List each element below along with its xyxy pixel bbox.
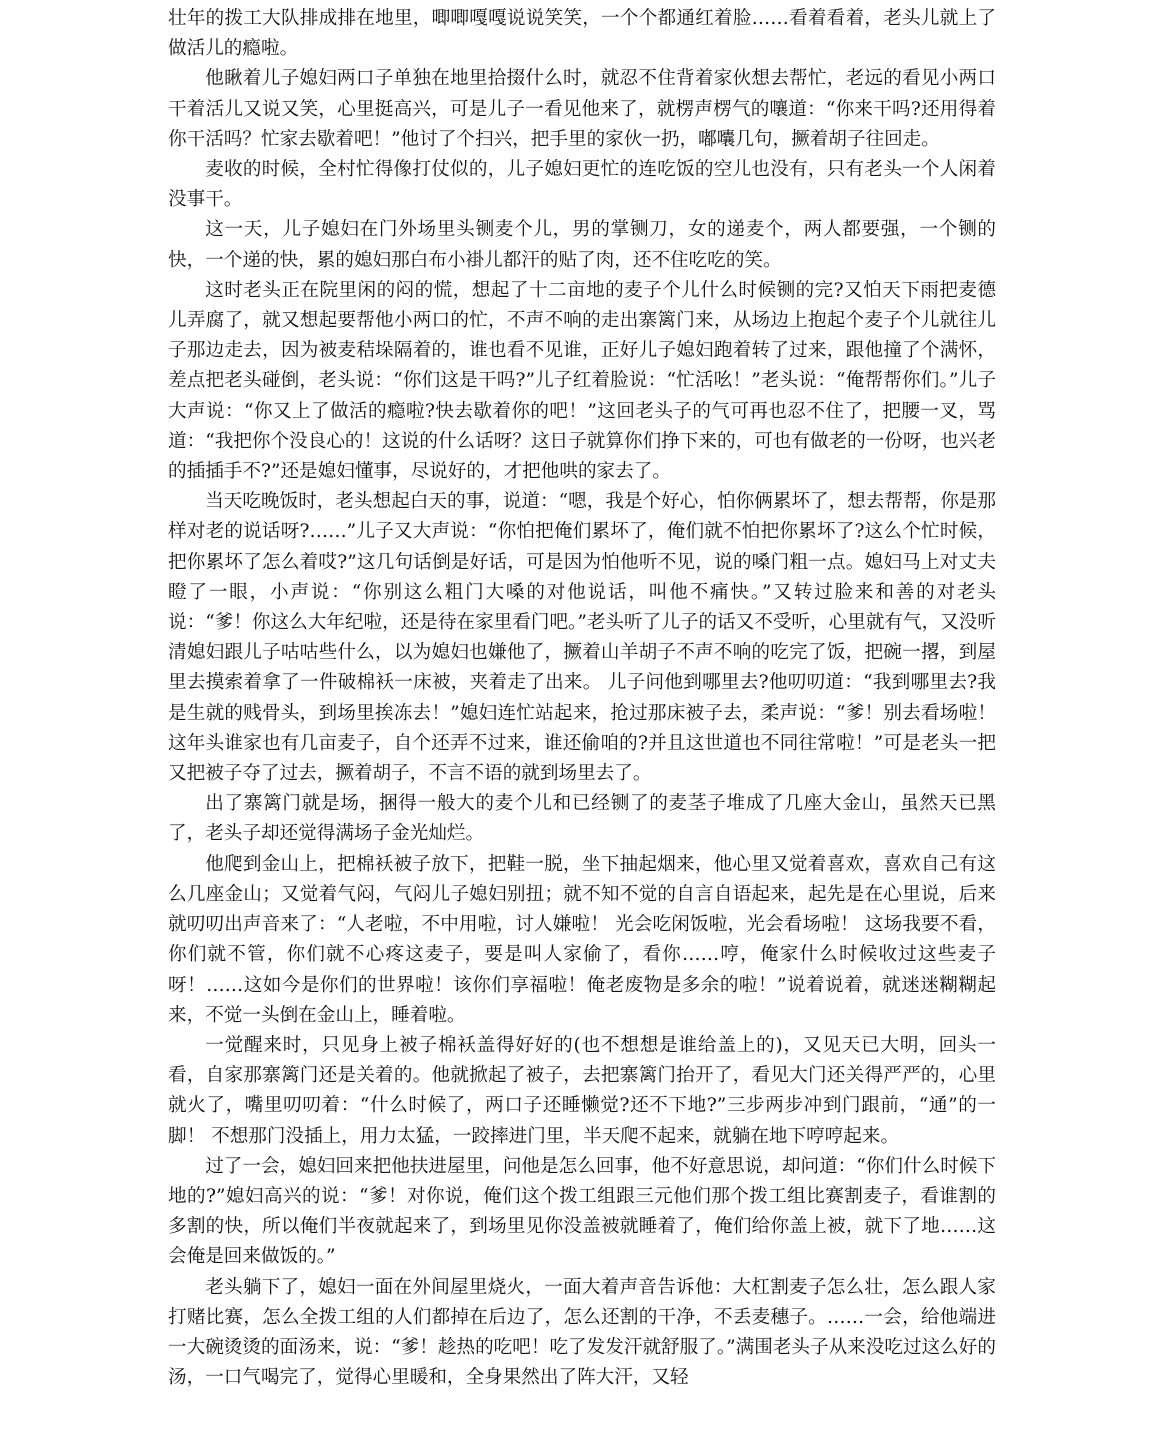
- paragraph-2: 他瞅着儿子媳妇两口子单独在地里拾掇什么时，就忍不住背着家伙想去帮忙，老远的看见小两口干着活儿又说又笑，心里挺高兴，可是儿子一看见他来了，就楞声楞气的嚷道：“你来干吗?还用得着你干活吗？忙家去歇着吧！”他讨了个扫兴，把手里的家伙一扔，嘟囔几句，撅着胡子往回走。: [168, 68, 996, 150]
- paragraph-8: 他爬到金山上，把棉袄被子放下，把鞋一脱，坐下抽起烟来，他心里又觉着喜欢，喜欢自己有这么几座金山；又觉着气闷，气闷儿子媳妇别扭；就不知不觉的自言自语起来，起先是在心里说，后来就叨叨出声音来了：“人老啦，不中用啦，讨人嫌啦！ 光会吃闲饭啦，光会看场啦！ 这场我要不看，你们就不管，你们就不心疼这麦子，要是叫人家偷了，看你……哼，俺家什么时候收过这些麦子呀！……这如今是你们的世界啦！该你们享福啦！俺老废物是多余的啦！”说着说着，就迷迷糊糊起来，不觉一头倒在金山上，睡着啦。: [168, 853, 996, 1026]
- paragraph-3: 麦收的时候，全村忙得像打仗似的，儿子媳妇更忙的连吃饭的空儿也没有，只有老头一个人闲着没事干。: [168, 159, 996, 211]
- paragraph-10: 过了一会，媳妇回来把他扶进屋里，问他是怎么回事，他不好意思说，却问道：“你们什么时候下地的?”媳妇高兴的说：“爹！对你说，俺们这个拨工组跟三元他们那个拨工组比赛割麦子，看谁割的多割的快，所以俺们半夜就起来了，到场里见你没盖被就睡着了，俺们给你盖上被，就下了地……这会俺是回来做饭的。”: [168, 1155, 996, 1268]
- paragraph-11: 老头躺下了，媳妇一面在外间屋里烧火，一面大着声音告诉他：大杠割麦子怎么壮，怎么跟人家打赌比赛，怎么全拨工组的人们都掉在后边了，怎么还割的干净，不丢麦穗子。……一会，给他端进一大碗烫烫的面汤来，说：“爹！趁热的吃吧！吃了发发汗就舒服了。”满围老头子从来没吃过这么好的汤，一口气喝完了，觉得心里暖和，全身果然出了阵大汗，又轻: [168, 1276, 996, 1389]
- paragraph-1: 壮年的拨工大队排成排在地里，唧唧嘎嘎说说笑笑，一个个都通红着脸……看着看着，老头儿就上了做活儿的瘾啦。: [168, 8, 996, 60]
- paragraph-4: 这一天，儿子媳妇在门外场里头铡麦个儿，男的掌铡刀，女的递麦个，两人都要强，一个铡的快，一个递的快，累的媳妇那白布小褂儿都汗的贴了肉，还不住吃吃的笑。: [168, 219, 996, 271]
- paragraph-7: 出了寨篱门就是场，捆得一般大的麦个儿和已经铡了的麦茎子堆成了几座大金山，虽然天已黑了，老头子却还觉得满场子金光灿烂。: [168, 793, 996, 845]
- paragraph-9: 一觉醒来时，只见身上被子棉袄盖得好好的(也不想想是谁给盖上的)，又见天已大明，回头一看，自家那寨篱门还是关着的。他就掀起了被子，去把寨篱门抬开了，看见大门还关得严严的，心里就火了，嘴里叨叨着：“什么时候了，两口子还睡懒觉?还不下地?”三步两步冲到门跟前，“通”的一脚！ 不想那门没插上，用力太猛，一跤摔进门里，半天爬不起来，就躺在地下哼哼起来。: [168, 1034, 996, 1147]
- document-page: [168, 4, 996, 1393]
- paragraph-5: 这时老头正在院里闲的闷的慌，想起了十二亩地的麦子个儿什么时候铡的完?又怕天下雨把麦德儿弄腐了，就又想起要帮他小两口的忙，不声不响的走出寨篱门来，从场边上抱起个麦子个儿就往儿子那边走去，因为被麦秸垛隔着的，谁也看不见谁，正好儿子媳妇跑着转了过来，跟他撞了个满怀，差点把老头碰倒，老头说：“你们这是干吗?”儿子红着脸说：“忙活吆！”老头说：“俺帮帮你们。”儿子大声说：“你又上了做活的瘾啦?快去歇着你的吧！”这回老头子的气可再也忍不住了，把腰一叉，骂道：“我把你个没良心的！这说的什么话呀？这日子就算你们挣下来的，可也有做老的一份呀，也兴老的插插手不?”还是媳妇懂事，尽说好的，才把他哄的家去了。: [168, 279, 996, 483]
- paragraph-6: 当天吃晚饭时，老头想起白天的事，说道：“嗯，我是个好心，怕你俩累坏了，想去帮帮，你是那样对老的说话呀?……”儿子又大声说：“你怕把俺们累坏了，俺们就不怕把你累坏了?这么个忙时候，把你累坏了怎么着哎?”这几句话倒是好话，可是因为怕他听不见，说的嗓门粗一点。媳妇马上对丈夫瞪了一眼，小声说：“你别这么粗门大嗓的对他说话，叫他不痛快。”又转过脸来和善的对老头说：“爹！你这么大年纪啦，还是待在家里看门吧。”老头听了儿子的话又不受听，心里就有气，又没听清媳妇跟儿子咕咕些什么，以为媳妇也嫌他了，撅着山羊胡子不声不响的吃完了饭，把碗一撂，到屋里去摸索着拿了一件破棉袄一床被，夹着走了出来。 儿子问他到哪里去?他叨叨道：“我到哪里去?我是生就的贱骨头，到场里挨冻去！”媳妇连忙站起来，抢过那床被子去，柔声说：“爹！别去看场啦！这年头谁家也有几亩麦子，自个还弄不过来，谁还偷咱的?并且这世道也不同往常啦！”可是老头一把又把被子夺了过去，撅着胡子，不言不语的就到场里去了。: [168, 491, 996, 785]
